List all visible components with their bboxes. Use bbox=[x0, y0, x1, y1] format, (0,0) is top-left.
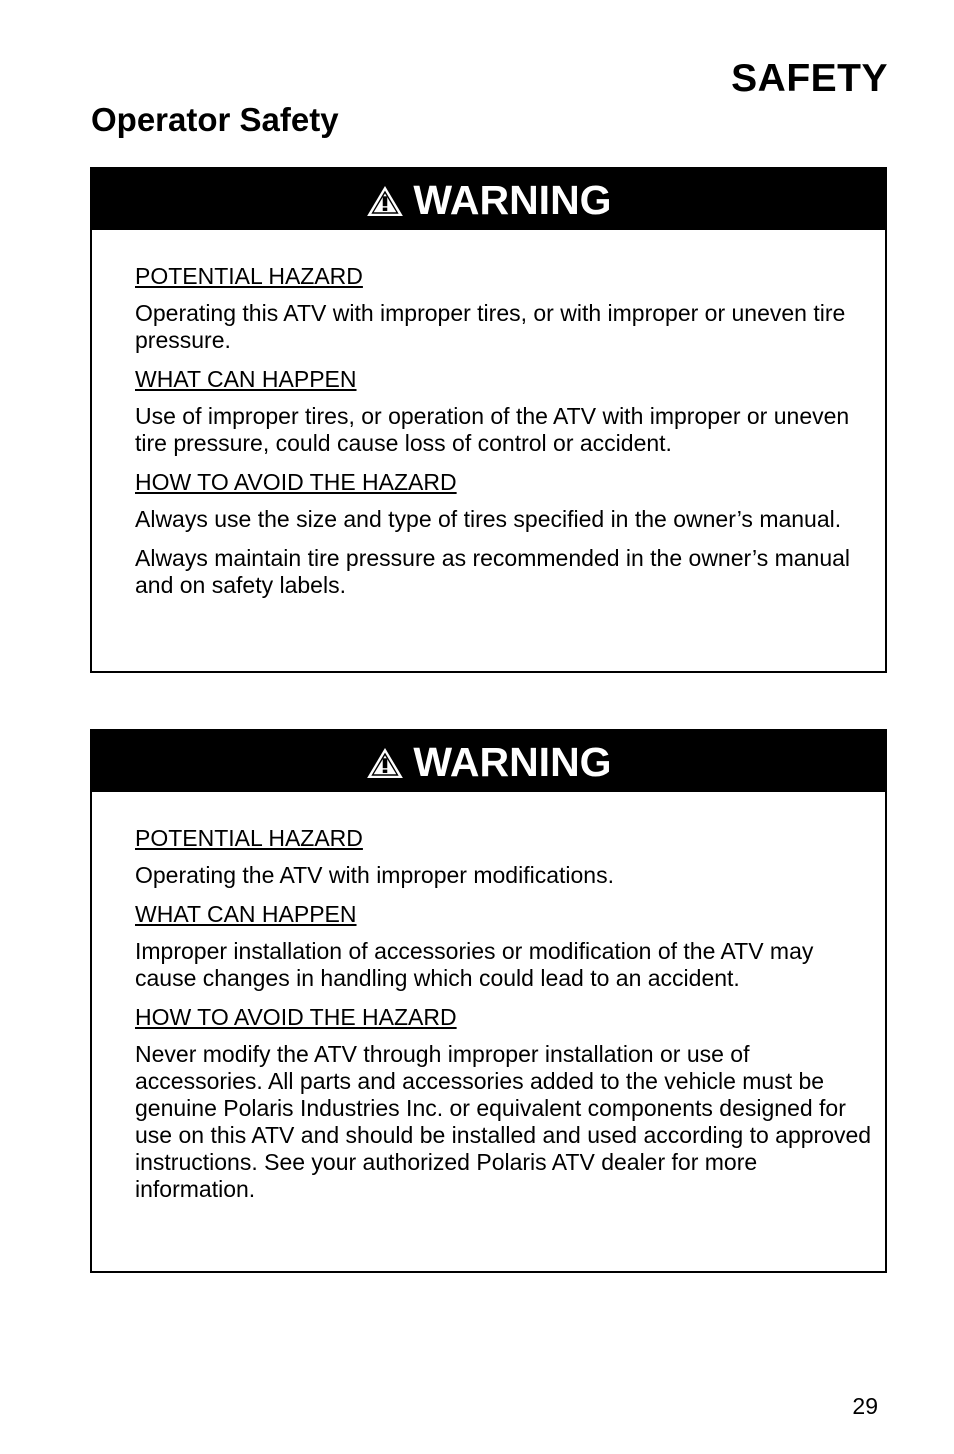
warning-box-tires bbox=[90, 167, 887, 673]
how-to-avoid-text: Always use the size and type of tires specified in the owner’s manual. bbox=[135, 506, 842, 532]
warning-box-modifications bbox=[90, 729, 887, 1273]
how-to-avoid-text: Always maintain tire pressure as recommended in the owner’s manual and on safety labels. bbox=[135, 545, 851, 598]
warning-triangle-icon bbox=[365, 747, 405, 779]
warning-header bbox=[92, 731, 885, 792]
page-number: 29 bbox=[852, 1393, 878, 1419]
potential-hazard-label: POTENTIAL HAZARD bbox=[135, 825, 363, 851]
what-can-happen-label: WHAT CAN HAPPEN bbox=[135, 901, 357, 927]
what-can-happen-text: Improper installation of accessories or modification of the ATV may cause changes in handling which could lead to an accident. bbox=[135, 938, 814, 991]
potential-hazard-text: Operating this ATV with improper tires, or with improper or uneven tire pressure. bbox=[135, 300, 846, 353]
warning-heading: WARNING bbox=[413, 738, 612, 785]
potential-hazard-text: Operating the ATV with improper modifications. bbox=[135, 862, 614, 888]
how-to-avoid-label: HOW TO AVOID THE HAZARD bbox=[135, 1004, 457, 1030]
what-can-happen-label: WHAT CAN HAPPEN bbox=[135, 366, 357, 392]
how-to-avoid-text: Never modify the ATV through improper installation or use of accessories. All parts and accessories added to the vehicle must be genuine Polaris Industries Inc. or equivalent components designed for use on this ATV and should be installed and used according to approved instructions. See your authorized Polaris ATV dealer for more information. bbox=[135, 1041, 872, 1202]
what-can-happen-text: Use of improper tires, or operation of the ATV with improper or uneven tire pressure, could cause loss of control or accident. bbox=[135, 403, 850, 456]
how-to-avoid-label: HOW TO AVOID THE HAZARD bbox=[135, 469, 457, 495]
warning-triangle-icon bbox=[365, 185, 405, 217]
section-title: SAFETY bbox=[731, 57, 888, 100]
warning-body bbox=[92, 792, 885, 1203]
page-subtitle: Operator Safety bbox=[91, 101, 339, 138]
potential-hazard-label: POTENTIAL HAZARD bbox=[135, 263, 363, 289]
warning-heading: WARNING bbox=[413, 176, 612, 223]
warning-header bbox=[92, 169, 885, 230]
warning-body bbox=[92, 230, 885, 599]
